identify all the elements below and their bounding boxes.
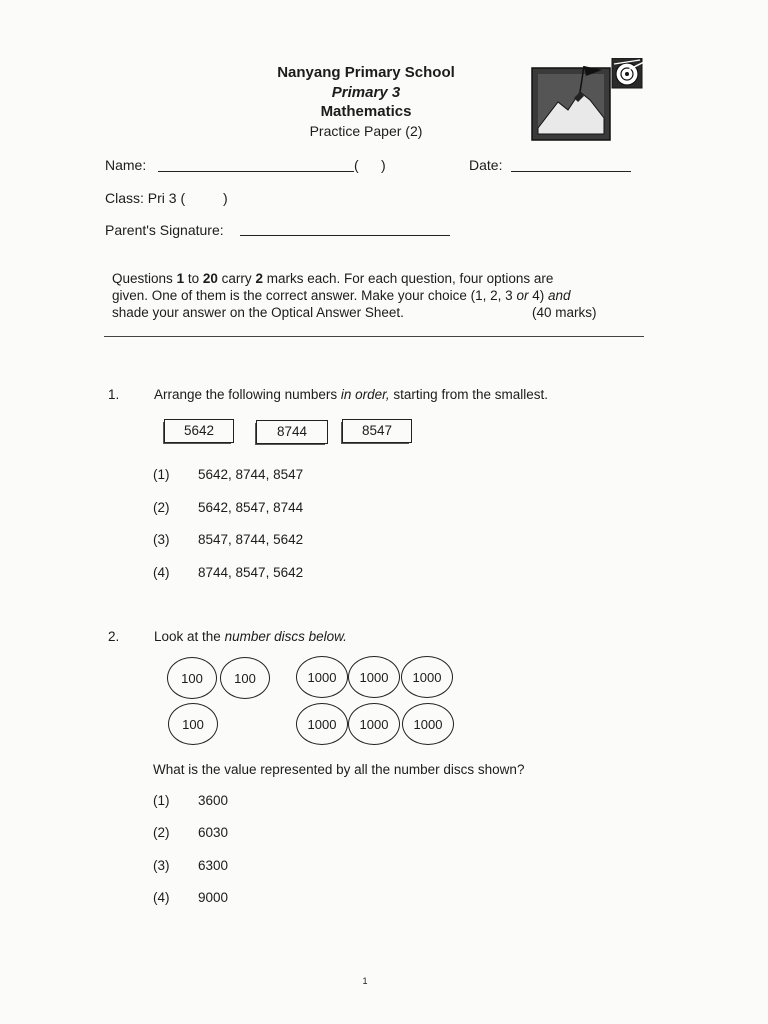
option-text[interactable]: 9000 [198,890,229,905]
option-text[interactable]: 5642, 8547, 8744 [198,500,304,515]
number-box: 5642 [164,419,234,443]
option-number[interactable]: (1) [153,467,170,482]
number-disc-100: 100 [168,703,218,745]
option-number[interactable]: (1) [153,793,170,808]
section-divider [104,336,644,337]
class-label: Class: Pri 3 ( [105,190,186,206]
register-paren-open: ( [354,157,359,173]
option-number[interactable]: (2) [153,500,170,515]
number-disc-1000: 1000 [348,703,400,745]
question-2-prompt: What is the value represented by all the number discs shown? [153,762,525,777]
option-number[interactable]: (3) [153,532,170,547]
register-paren-close: ) [381,157,386,173]
option-number[interactable]: (4) [153,890,170,905]
option-number[interactable]: (4) [153,565,170,580]
number-box: 8744 [256,420,328,444]
option-number[interactable]: (2) [153,825,170,840]
number-disc-100: 100 [167,657,217,699]
option-text[interactable]: 3600 [198,793,229,808]
signature-field[interactable] [240,235,450,236]
class-paren-close: ) [223,190,228,206]
number-disc-1000: 1000 [296,656,348,698]
date-label: Date: [469,157,503,173]
name-label: Name: [105,157,147,173]
school-logo-icon [528,58,646,142]
number-disc-1000: 1000 [402,703,454,745]
number-disc-1000: 1000 [348,656,400,698]
option-text[interactable]: 6030 [198,825,229,840]
number-disc-1000: 1000 [296,703,348,745]
question-2-number: 2. [108,629,120,644]
question-1-text: Arrange the following numbers in order, starting from the smallest. [154,387,548,402]
number-disc-1000: 1000 [401,656,453,698]
date-field[interactable] [511,171,631,172]
signature-label: Parent's Signature: [105,222,224,238]
number-disc-100: 100 [220,657,270,699]
number-box: 8547 [342,419,412,443]
option-number[interactable]: (3) [153,858,170,873]
option-text[interactable]: 6300 [198,858,229,873]
level-title: Primary 3 [331,84,401,101]
question-2-text: Look at the number discs below. [154,629,347,644]
page-number: 1 [362,976,368,986]
option-text[interactable]: 8547, 8744, 5642 [198,532,304,547]
option-text[interactable]: 8744, 8547, 5642 [198,565,304,580]
option-text[interactable]: 5642, 8744, 8547 [198,467,304,482]
question-1-number: 1. [108,387,120,402]
name-field[interactable] [158,171,354,172]
school-name: Nanyang Primary School [277,64,455,81]
instructions: Questions 1 to 20 carry 2 marks each. For each question, four options are given. One of them is the correct answer. Make your choice (1, 2, 3 or 4) and shade your answer on the Optical Answer Sheet. (40 marks) [112,271,597,320]
paper-title: Practice Paper (2) [309,123,423,139]
subject-title: Mathematics [320,103,412,120]
